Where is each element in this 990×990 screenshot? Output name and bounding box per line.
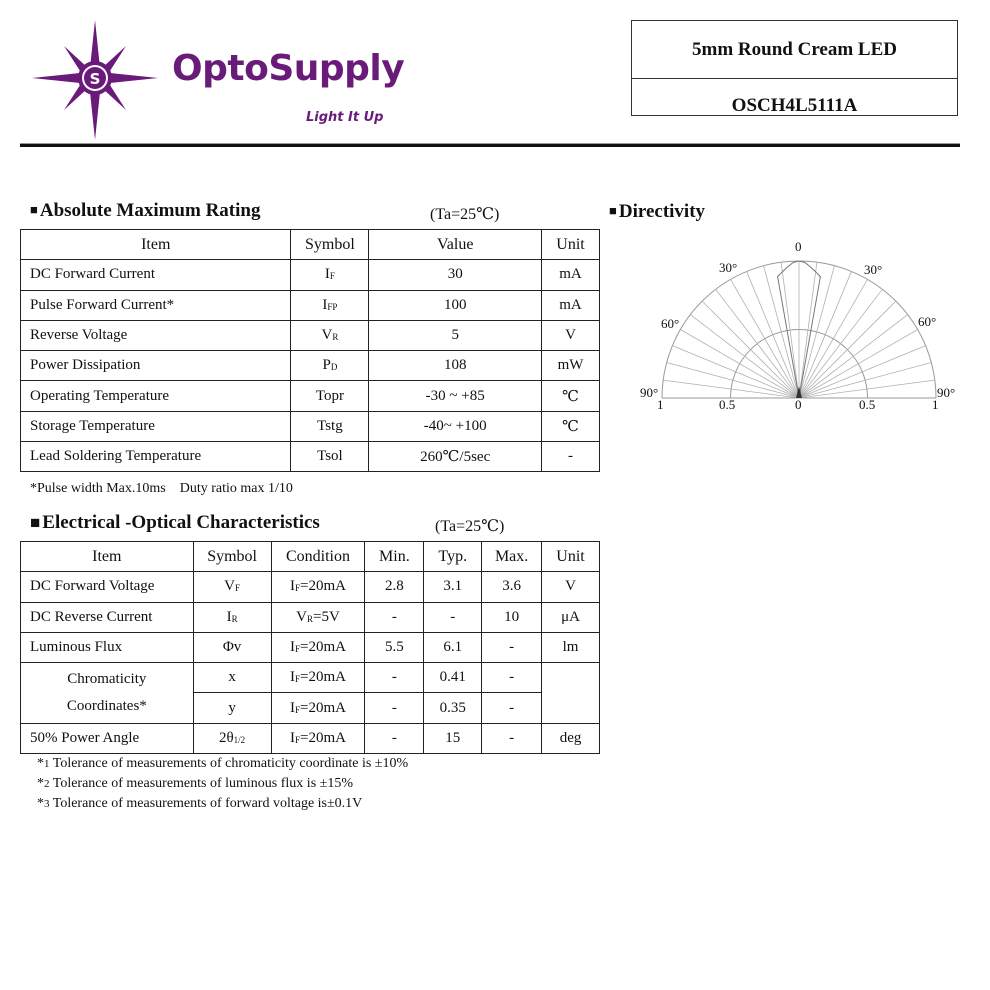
part-number: OSCH4L5111A (731, 95, 858, 116)
item-line: Coordinates* (66, 697, 147, 714)
table-row (21, 381, 600, 411)
max-cell: - (482, 693, 542, 723)
unit-cell: ℃ (542, 411, 600, 441)
table-row (21, 632, 600, 662)
unit-cell: deg (542, 723, 600, 753)
product-title-box (631, 20, 958, 116)
item-cell: Power Dissipation (21, 351, 291, 381)
max-cell: - (482, 723, 542, 753)
absolute-max-condition: (Ta=25℃) (430, 206, 500, 223)
angle-label-60-left: 60° (661, 316, 680, 331)
item-cell (21, 663, 194, 724)
compass-star-icon (30, 18, 160, 143)
unit-cell: mW (542, 351, 600, 381)
item-cell: Storage Temperature (21, 411, 291, 441)
absolute-max-table (20, 229, 600, 472)
table-row (21, 411, 600, 441)
item-cell: DC Reverse Current (21, 602, 194, 632)
min-cell: - (365, 602, 424, 632)
table-row (21, 442, 600, 472)
bullet-square-icon: ■ (609, 203, 617, 218)
column-header: Item (21, 230, 291, 260)
typ-cell: 3.1 (424, 572, 482, 602)
condition-cell: $I_F=20mA$ (271, 632, 365, 662)
bullet-square-icon: ■ (30, 513, 41, 532)
symbol-cell: $P_D$ (291, 351, 369, 381)
brand-name: OptoSupply (172, 48, 405, 89)
column-header: Min. (365, 542, 424, 572)
unit-cell: ℃ (542, 381, 600, 411)
footnote-line: *2 Tolerance of measurements of luminous flux is ±15% (37, 776, 353, 791)
max-cell: 10 (482, 602, 542, 632)
symbol-cell: $I_R$ (193, 602, 271, 632)
symbol-cell: Topr (291, 381, 369, 411)
angle-label-30-left: 30° (719, 260, 738, 275)
directivity-polar-chart (630, 235, 970, 420)
company-logo (30, 18, 405, 143)
value-cell: 260℃/5sec (369, 442, 542, 472)
absolute-max-footnote: *Pulse width Max.10ms Duty ratio max 1/10 (30, 481, 293, 496)
condition-cell: $I_F=20mA$ (271, 723, 365, 753)
radial-label-0.5-right: 0.5 (859, 397, 876, 412)
radial-label-1-left: 1 (657, 397, 664, 412)
value-cell: 100 (369, 290, 542, 320)
min-cell: - (365, 693, 424, 723)
max-cell: - (482, 632, 542, 662)
min-cell: - (365, 663, 424, 693)
unit-cell: mA (542, 290, 600, 320)
unit-cell: V (542, 320, 600, 350)
min-cell: 2.8 (365, 572, 424, 602)
column-header: Typ. (424, 542, 482, 572)
radial-label-0.5-left: 0.5 (719, 397, 736, 412)
section-title-text: Directivity (618, 201, 706, 222)
symbol-cell: $2\theta_{1/2}$ (193, 723, 271, 753)
column-header: Condition (271, 542, 365, 572)
column-header: Symbol (291, 230, 369, 260)
item-cell: Operating Temperature (21, 381, 291, 411)
table-row (21, 663, 600, 693)
unit-cell: lm (542, 632, 600, 662)
value-cell: 5 (369, 320, 542, 350)
symbol-cell: x (193, 663, 271, 693)
max-cell: 3.6 (482, 572, 542, 602)
condition-cell: $I_F=20mA$ (271, 663, 365, 693)
section-title-text: Absolute Maximum Rating (39, 200, 261, 221)
table-header-row (21, 542, 600, 572)
angle-label-60-right: 60° (918, 314, 937, 329)
symbol-cell: $V_R$ (291, 320, 369, 350)
symbol-cell: Tsol (291, 442, 369, 472)
column-header: Item (21, 542, 194, 572)
symbol-cell: y (193, 693, 271, 723)
unit-cell: μA (542, 602, 600, 632)
min-cell: 5.5 (365, 632, 424, 662)
header-divider (20, 143, 960, 147)
typ-cell: 6.1 (424, 632, 482, 662)
table-row (21, 351, 600, 381)
value-cell: -30 ~ +85 (369, 381, 542, 411)
product-title: 5mm Round Cream LED (632, 21, 957, 79)
condition-cell: $V_R=5V$ (271, 602, 365, 632)
typ-cell: 0.41 (424, 663, 482, 693)
symbol-cell: Φv (193, 632, 271, 662)
unit-cell (542, 663, 600, 724)
condition-cell: $I_F=20mA$ (271, 572, 365, 602)
electro-optical-condition: (Ta=25℃) (435, 518, 505, 535)
section-title-absolute-max (30, 200, 260, 222)
item-cell: DC Forward Voltage (21, 572, 194, 602)
bullet-square-icon: ■ (30, 202, 38, 217)
max-cell: - (482, 663, 542, 693)
item-cell: Lead Soldering Temperature (21, 442, 291, 472)
column-header: Value (369, 230, 542, 260)
table-row (21, 572, 600, 602)
svg-text:S: S (89, 70, 101, 88)
table-row (21, 723, 600, 753)
value-cell: 30 (369, 260, 542, 290)
table-row (21, 260, 600, 290)
electro-optical-footnotes (37, 754, 408, 814)
symbol-cell: $I_F$ (291, 260, 369, 290)
column-header: Unit (542, 230, 600, 260)
brand-tagline: Light It Up (306, 110, 384, 125)
unit-cell: mA (542, 260, 600, 290)
angle-label-90-left: 90° (640, 385, 659, 400)
table-header-row (21, 230, 600, 260)
typ-cell: 15 (424, 723, 482, 753)
min-cell: - (365, 723, 424, 753)
typ-cell: 0.35 (424, 693, 482, 723)
column-header: Max. (482, 542, 542, 572)
item-cell: DC Forward Current (21, 260, 291, 290)
table-row (21, 290, 600, 320)
radial-label-0: 0 (795, 397, 802, 412)
footnote-line: *1 Tolerance of measurements of chromaticity coordinate is ±10% (37, 756, 409, 771)
item-line: Chromaticity (67, 670, 147, 687)
column-header: Symbol (193, 542, 271, 572)
value-cell: -40~ +100 (369, 411, 542, 441)
item-cell: Luminous Flux (21, 632, 194, 662)
angle-label-0: 0 (795, 239, 802, 254)
table-row (21, 602, 600, 632)
section-title-text: Electrical -Optical Characteristics (42, 512, 320, 533)
section-title-electro-optical (30, 512, 320, 534)
column-header: Unit (542, 542, 600, 572)
table-row (21, 320, 600, 350)
unit-cell: V (542, 572, 600, 602)
value-cell: 108 (369, 351, 542, 381)
section-title-directivity (609, 201, 705, 223)
item-cell: Pulse Forward Current* (21, 290, 291, 320)
radial-label-1-right: 1 (932, 397, 939, 412)
typ-cell: - (424, 602, 482, 632)
symbol-cell: Tstg (291, 411, 369, 441)
electro-optical-table (20, 541, 600, 754)
item-cell: Reverse Voltage (21, 320, 291, 350)
footnote-line: *3 Tolerance of measurements of forward voltage is±0.1V (37, 796, 363, 811)
symbol-cell: $V_F$ (193, 572, 271, 602)
item-cell: 50% Power Angle (21, 723, 194, 753)
angle-label-90-right: 90° (937, 385, 956, 400)
symbol-cell: $I_{FP}$ (291, 290, 369, 320)
unit-cell: - (542, 442, 600, 472)
angle-label-30-right: 30° (864, 262, 883, 277)
condition-cell: $I_F=20mA$ (271, 693, 365, 723)
